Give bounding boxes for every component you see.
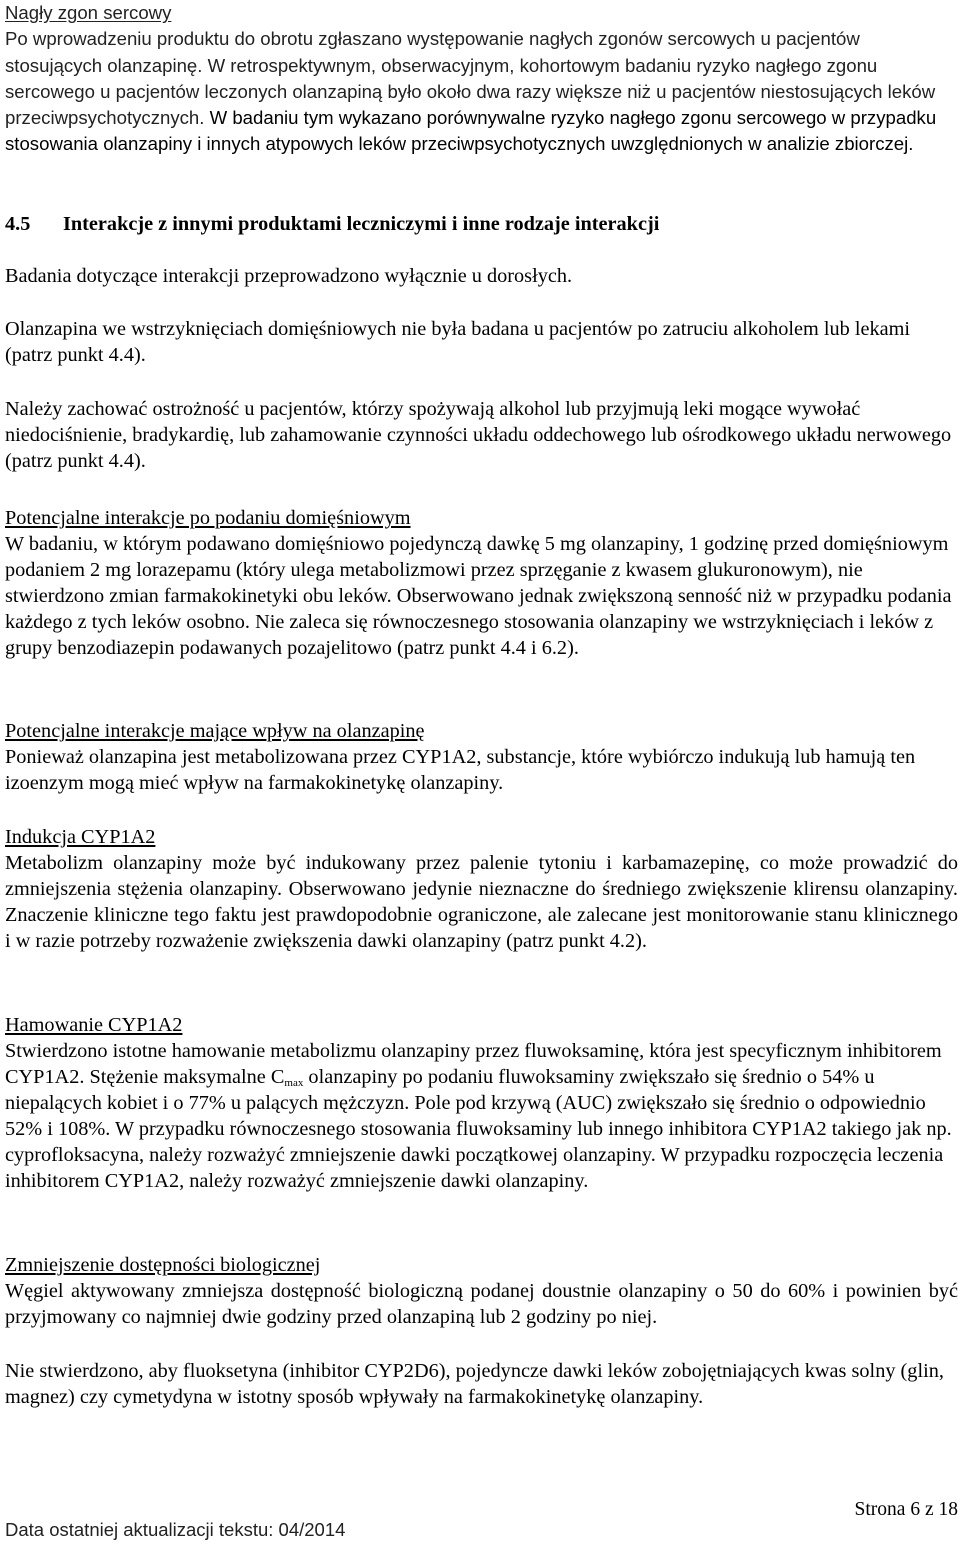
section-title: Interakcje z innymi produktami leczniczymi i inne rodzaje interakcji [63, 213, 660, 235]
induction-section [5, 824, 958, 954]
page-number: Strona 6 z 18 [854, 1499, 958, 1520]
paragraph-adults-text: Badania dotyczące interakcji przeprowadzono wyłącznie u dorosłych. [5, 265, 573, 287]
affecting-section [5, 718, 958, 796]
sudden-death-text [5, 26, 958, 157]
bioavailability-heading: Zmniejszenie dostępności biologicznej [5, 1254, 321, 1276]
inhibition-text-b: olanzapiny po podaniu fluwoksaminy zwiększało się średnio o 54% u niepalących kobiet i o 77% u palących mężczyzn. Pole pod krzywą (AUC) zwiększało się średnio o odpowiednio 52% i 108%. W przypadku równoczesnego stosowania fluwoksaminy lub innego inhibitora CYP1A2 takiego jak np. cyprofloksacyna, należy rozważyć zmniejszenie dawki początkowej olanzapiny. W przypadku rozpoczęcia leczenia inhibitorem CYP1A2, należy rozważyć zmniejszenie dawki olanzapiny. [5, 1066, 952, 1192]
im-interactions-section [5, 505, 958, 661]
inhibition-text-a: Stwierdzono istotne hamowanie metabolizmu olanzapiny przez fluwoksaminę, która jest specyficznym inhibitorem CYP1A2. Stężenie maksymalne C [5, 1040, 942, 1088]
bioavailability-section [5, 1252, 958, 1330]
bioavailability-text: Węgiel aktywowany zmniejsza dostępność biologiczną podanej doustnie olanzapiny o 50 do 60% i powinien być przyjmowany co najmniej dwie godziny przed olanzapiną lub 2 godziny po niej. [5, 1280, 958, 1328]
cmax-subscript: max [284, 1077, 304, 1089]
im-interactions-heading: Potencjalne interakcje po podaniu domięśniowym [5, 507, 411, 529]
induction-heading: Indukcja CYP1A2 [5, 826, 156, 848]
inhibition-section [5, 1012, 958, 1194]
paragraph-caution-text: Należy zachować ostrożność u pacjentów, którzy spożywają alkohol lub przyjmują leki mogące wywołać niedociśnienie, bradykardię, lub zahamowanie czynności układu oddechowego lub ośrodkowego układu nerwowego (patrz punkt 4.4). [5, 398, 952, 472]
induction-text: Metabolizm olanzapiny może być indukowany przez palenie tytoniu i karbamazepinę, co może prowadzić do zmniejszenia stężenia olanzapiny. Obserwowano jedynie nieznaczne do średniego zwiększenie klirensu olanzapiny. Znaczenie kliniczne tego faktu jest prawdopodobnie ograniczone, ale zalecane jest monitorowanie stanu klinicznego i w razie potrzeby rozważenie zwiększenia dawki olanzapiny (patrz punkt 4.2). [5, 852, 958, 952]
last-paragraph [5, 1358, 958, 1410]
paragraph-im-alcohol-text: Olanzapina we wstrzyknięciach domięśniowych nie była badana u pacjentów po zatruciu alkoholem lub lekami (patrz punkt 4.4). [5, 318, 911, 366]
affecting-heading: Potencjalne interakcje mające wpływ na olanzapinę [5, 720, 425, 742]
sudden-death-text-b: W badaniu tym wykazano porównywalne ryzyko nagłego zgonu sercowego w przypadku stosowania olanzapiny i innych atypowych leków przeciwpsychotycznych uwzględnionych w analizie zbiorczej. [5, 107, 937, 155]
last-paragraph-text: Nie stwierdzono, aby fluoksetyna (inhibitor CYP2D6), pojedyncze dawki leków zobojętniających kwas solny (glin, magnez) czy cymetydyna w istotny sposób wpływały na farmakokinetykę olanzapiny. [5, 1360, 944, 1408]
section-number: 4.5 [5, 213, 31, 235]
footer-date: Data ostatniej aktualizacji tekstu: 04/2014 [5, 1519, 346, 1540]
sudden-death-text-a: Po wprowadzeniu produktu do obrotu zgłaszano występowanie nagłych zgonów sercowych u pacjentów stosujących olanzapinę. W retrospektywnym, obserwacyjnym, kohortowym badaniu ryzyko nagłego zgonu sercowego u pacjentów leczonych olanzapiną było około dwa razy większe niż u pacjentów niestosujących leków przeciwpsychotycznych. [5, 28, 936, 129]
paragraph-adults [5, 263, 958, 289]
im-interactions-text: W badaniu, w którym podawano domięśniowo pojedynczą dawkę 5 mg olanzapiny, 1 godzinę przed domięśniowym podaniem 2 mg lorazepamu (który ulega metabolizmowi przez sprzęganie z kwasem glukuronowym), nie stwierdzono zmian farmakokinetyki obu leków. Obserwowano jednak zwiększoną senność niż w przypadku podania każdego z tych leków osobno. Nie zaleca się równoczesnego stosowania olanzapiny we wstrzyknięciach i leków z grupy benzodiazepin podawanych pozajelitowo (patrz punkt 4.4 i 6.2). [5, 533, 952, 659]
paragraph-caution [5, 396, 958, 474]
inhibition-heading: Hamowanie CYP1A2 [5, 1014, 183, 1036]
section-heading [5, 211, 958, 237]
inhibition-text [5, 1038, 958, 1194]
sudden-death-section [5, 0, 958, 158]
affecting-text: Ponieważ olanzapina jest metabolizowana przez CYP1A2, substancje, które wybiórczo indukują lub hamują ten izoenzym mogą mieć wpływ na farmakokinetykę olanzapiny. [5, 746, 916, 794]
sudden-death-heading: Nagły zgon sercowy [5, 2, 172, 23]
paragraph-im-alcohol [5, 316, 958, 368]
